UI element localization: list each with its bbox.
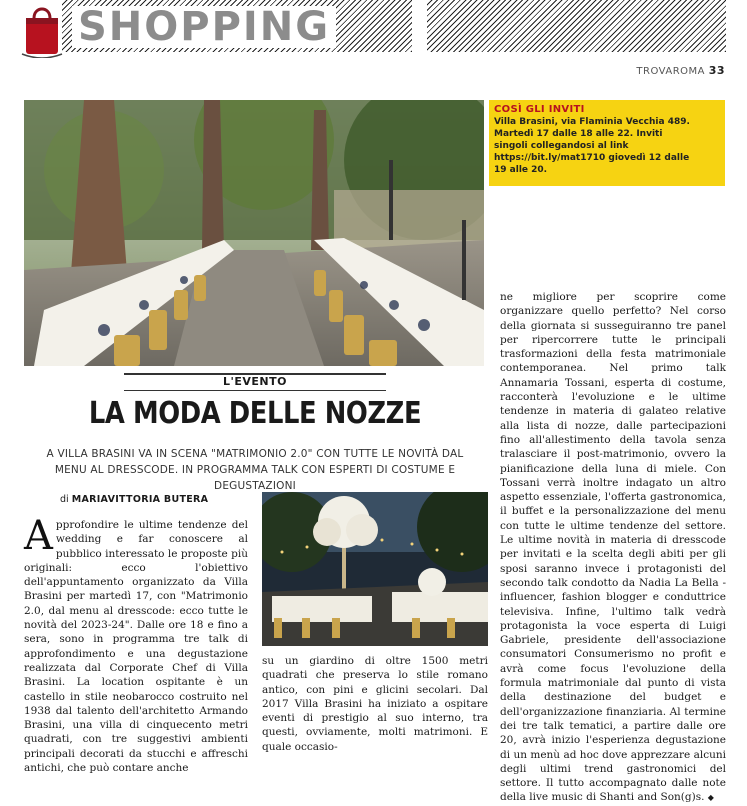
section-title: SHOPPING: [72, 6, 336, 48]
page-folio: [636, 64, 725, 77]
shopping-bag-icon: [18, 2, 66, 58]
dropcap: A: [24, 513, 53, 559]
byline-author: MARIAVITTORIA BUTERA: [71, 494, 209, 505]
invite-kicker: COSÌ GLI INVITI: [494, 104, 585, 115]
article-column-1: [24, 513, 248, 775]
article-summary: A VILLA BRASINI VA IN SCENA "MATRIMONIO 2.0" CON TUTTE LE NOVITÀ DAL MENU AL DRESSCODE. IN PROGRAMMA TALK CON ESPERTI DI COSTUME E DEGUSTAZIONI: [46, 448, 464, 492]
header-hatch-right: [427, 0, 726, 52]
folio-page-number: 33: [708, 64, 725, 77]
main-photo: [24, 100, 484, 366]
article-column-2: su un giardino di oltre 1500 metri quadrati che preserva lo stile romano antico, con pini e glicini secolari. Dal 2017 Villa Brasini ha iniziato a ospitare eventi di prestigio al suo interno, tra questi, ovviamente, molti matrimoni. E quale occasio-: [262, 655, 488, 753]
article-kicker: L'EVENTO: [223, 375, 287, 388]
end-mark: ◆: [707, 793, 714, 803]
invite-details: , via Flaminia Vecchia 489. Martedì 17 dalle 18 alle 22. Inviti singoli collegandosi al link https://bit.ly/mat1710 giovedì 12 dalle 19 alle 20.: [494, 117, 690, 175]
invite-venue: Villa Brasini: [494, 117, 555, 127]
article-column-3: [500, 290, 726, 806]
reception-photo: [262, 492, 488, 646]
byline: [60, 494, 208, 505]
byline-prefix: di: [60, 494, 69, 505]
kicker-rule-bottom: [124, 390, 386, 391]
column-1-text: pprofondire le ultime tendenze del wedding e far conoscere al pubblico interessato le proposte più originali: ecco l'obiettivo dell'appuntamento organizzato da Villa Brasini per martedì 17, con "Matrimonio 2.0, dal menu al dresscode: ecco tutte le novità del 2023-24". Dalle ore 18 e fino a sera, sono in programma tre talk di approfondimento e una degustazione realizzata dal Corporate Chef di Villa Brasini. La location ospitante è un castello in stile neobarocco costruito nel 1938 dal talento dell'architetto Armando Brasini, una villa di cinquecento metri quadrati, con tre suggestivi ambienti principali decorati da stucchi e affreschi antichi, che può contare anche: [24, 519, 248, 775]
folio-brand: TROVAROMA: [636, 66, 705, 77]
column-3-text: ne migliore per scoprire come organizzare quello perfetto? Nel corso della giornata si susseguiranno tre panel per ripercorrere tutte le principali trasformazioni della festa matrimoniale contemporanea. Nel primo talk Annamaria Tossani, esperta di costume, racconterà l'evoluzione e le ultime tendenze in materia di galateo relative alla lista di nozze, dalle partecipazioni fino all'allestimento della tavola senza tralasciare il post-matrimonio, ovvero la pianificazione della luna di miele. Con Tossani verrà inoltre indagato un altro aspetto essenziale, l'offerta gastronomica, il buffet e la personalizzazione del menu con tutte le ultime tendenze del settore. Le ultime novità in materia di dresscode per invitati e la scelta degli abiti per gli sposi saranno invece i protagonisti del secondo talk condotto da Nadia La Bella - influencer, fashion blogger e conduttrice televisiva. Infine, l'ultimo talk vedrà protagonista la voce esperta di Luigi Gabriele, presidente dell'associazione consumatori Consumerismo no profit e avrà come focus l'evoluzione della formula matrimoniale dal punto di vista della destinazione del budget e dell'organizzazione finanziaria. Al termine dei tre talk tematici, a partire dalle ore 20, avrà inizio l'esperienza degustazione di un menù ad hoc dove apprezzare alcuni degli ultimi trend gastronomici del settore. Il tutto accompagnato dalle note della live music di Shanti and Son(g)s.: [500, 291, 726, 804]
article-headline: LA MODA DELLE NOZZE: [88, 396, 422, 431]
invite-info-text: [494, 104, 694, 176]
